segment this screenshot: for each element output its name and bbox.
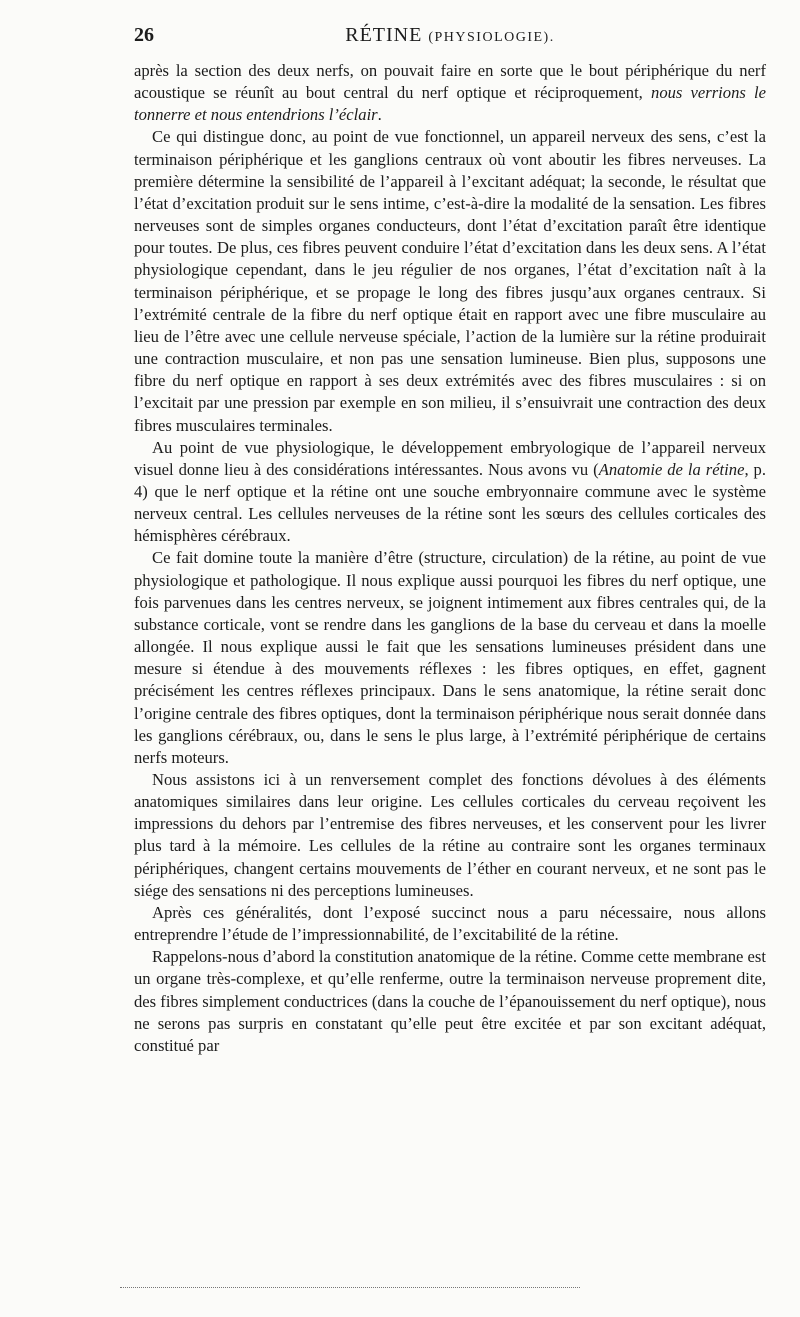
- paragraph-1-text-b: .: [377, 105, 382, 125]
- footer-rule: [120, 1287, 580, 1288]
- running-title: [134, 24, 766, 47]
- paragraph-1: [134, 60, 766, 126]
- running-title-sub: (PHYSIOLOGIE).: [428, 30, 555, 45]
- paragraph-1-text-a: après la section des deux nerfs, on pouvait faire en sorte que le bout périphérique du nerf acoustique se réunît au bout central du nerf optique et réciproquement,: [134, 61, 766, 103]
- paragraph-5: Nous assistons ici à un renversement complet des fonctions dévolues à des éléments anatomiques similaires dans leur origine. Les cellules corticales du cerveau reçoivent les impressions du dehors par l’entremise des fibres nerveuses, et les conservent pour les livrer plus tard à la mémoire. Les cellules de la rétine au contraire sont les organes terminaux périphériques, changent certains mouvements de l’éther en courant nerveux, et ne sont pas le siége des sensations ni des perceptions lumineuses.: [134, 770, 766, 900]
- paragraph-1-italic-quote: nous verrions le tonnerre et nous entendrions l’éclair: [134, 83, 766, 125]
- paragraph-6: Après ces généralités, dont l’exposé succinct nous a paru nécessaire, nous allons entreprendre l’étude de l’impressionnabilité, de l’excitabilité de la rétine.: [134, 902, 766, 945]
- paragraph-2: Ce qui distingue donc, au point de vue fonctionnel, un appareil nerveux des sens, c’est la terminaison périphérique et les ganglions centraux où vont aboutir les fibres nerveuses. La première détermine la sensibilité de l’appareil à l’excitant adéquat; la seconde, le résultat que l’état d’excitation produit sur le sens intime, c’est-à-dire la modalité de la sensation. Les fibres nerveuses sont de simples organes conducteurs, dont l’état d’excitation paraît être identique pour toutes. De plus, ces fibres peuvent conduire l’état d’excitation dans les deux sens. A l’état physiologique cependant, dans le jeu régulier de nos organes, l’état d’excitation naît à la terminaison périphérique, et se propage le long des fibres jusqu’aux organes centraux. Si l’extrémité centrale de la fibre du nerf optique était en rapport avec une fibre musculaire au lieu de l’être avec une cellule nerveuse spéciale, l’action de la lumière sur la rétine produirait une contraction musculaire, et non pas une sensation lumineuse. Bien plus, supposons une fibre du nerf optique en rapport à ses deux extrémités avec des fibres musculaires : si on l’excitait par une pression par exemple en son milieu, il s’ensuivrait une contraction des deux fibres musculaires terminales.: [134, 127, 766, 435]
- paragraph-3-text-a: Au point de vue physiologique, le développement embryologique de l’appareil nerveux visuel donne lieu à des considérations intéressantes. Nous avons vu (: [134, 437, 766, 479]
- paragraph-3-text-b: , p. 4) que le nerf optique et la rétine ont une souche embryonnaire commune avec le système nerveux central. Les cellules nerveuses de la rétine sont les sœurs des cellules corticales des hémisphères cérébraux.: [134, 459, 766, 546]
- text-body: [134, 60, 766, 1057]
- paragraph-4: Ce fait domine toute la manière d’être (structure, circulation) de la rétine, au point de vue physiologique et pathologique. Il nous explique aussi pourquoi les fibres du nerf optique, une fois parvenues dans les centres nerveux, se joignent intimement aux fibres centrales qui, de la substance corticale, vont se rendre dans les ganglions de la base du cerveau et dans la moelle allongée. Il nous explique aussi le fait que les sensations lumineuses président dans une mesure si étendue à des mouvements réflexes : les fibres optiques, en effet, gagnent précisément les centres réflexes principaux. Dans le sens anatomique, la rétine serait donc l’origine centrale des fibres optiques, dont la terminaison périphérique nous serait donnée dans les ganglions cérébraux, ou, dans le sens le plus large, à l’extrémité périphérique de certains nerfs moteurs.: [134, 548, 766, 767]
- paragraph-3-italic-reference: Anatomie de la rétine: [598, 459, 745, 479]
- paragraph-3: [134, 437, 766, 548]
- running-title-main: RÉTINE: [345, 24, 423, 46]
- running-head: [134, 24, 766, 52]
- page-number: 26: [134, 24, 154, 46]
- paragraph-7: Rappelons-nous d’abord la constitution anatomique de la rétine. Comme cette membrane est un organe très-complexe, et qu’elle renferme, outre la terminaison nerveuse proprement dite, des fibres simplement conductrices (dans la couche de l’épanouissement du nerf optique), nous ne serons pas surpris en constatant qu’elle peut être excitée et par son excitant adéquat, constitué par: [134, 947, 766, 1055]
